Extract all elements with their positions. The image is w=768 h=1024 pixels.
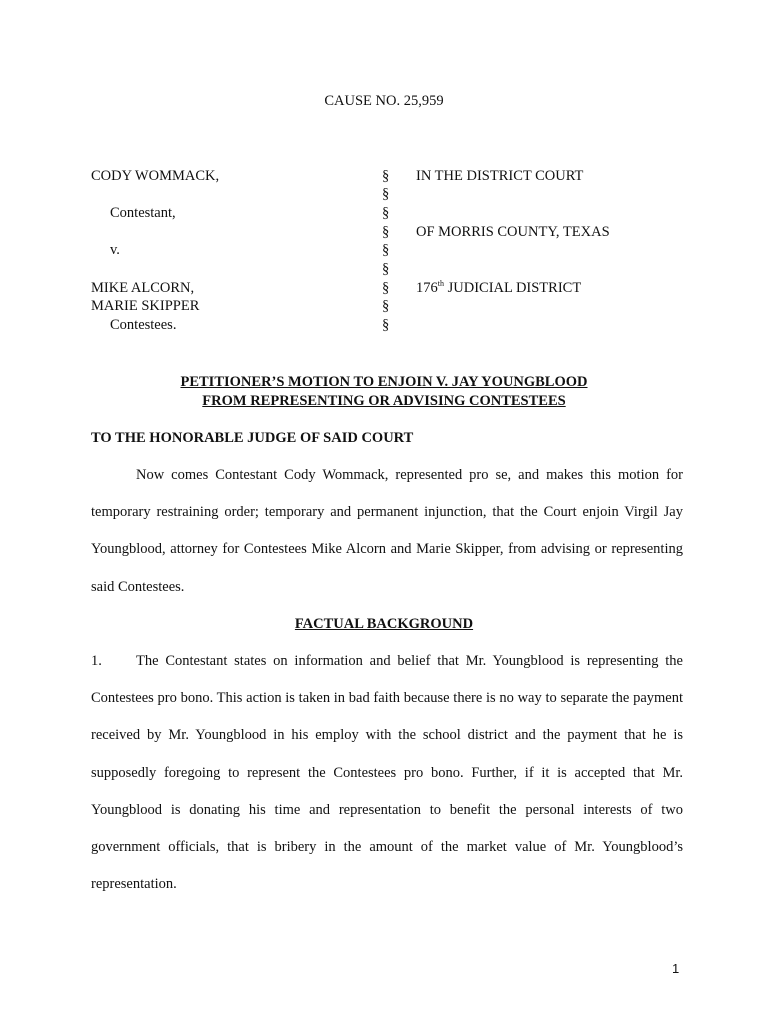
paragraph-1-text: The Contestant states on information and belief that Mr. Youngblood is representing the Contestees pro bono. This action is taken in bad faith because there is no way to separate the payment received by Mr. Youngblood in his employ with the school district and the payment that he is supposedly foregoing to represent the Contestees pro bono. Further, if it is accepted that Mr. Youngblood is donating his time and representation to benefit the personal interests of two government officials, that is bribery in the amount of the market value of Mr. Youngblood’s representation. [91, 653, 683, 893]
intro-text: Now comes Contestant Cody Wommack, represented pro se, and makes this motion for temporary restraining order; temporary and permanent injunction, that the Court enjoin Virgil Jay Youngblood, attorney for Contestees Mike Alcorn and Marie Skipper, from advising or representing said Contestees. [91, 467, 683, 595]
section-symbol: § [382, 298, 390, 314]
paragraph-number: 1. [91, 653, 102, 669]
section-symbol: § [382, 317, 390, 333]
contestant-name: CODY WOMMACK, [91, 168, 220, 184]
section-symbol: § [382, 205, 390, 221]
county-name: OF MORRIS COUNTY, TEXAS [416, 224, 610, 240]
section-symbol: § [382, 186, 390, 202]
contestees-label: Contestees. [110, 317, 177, 333]
section-symbol: § [382, 168, 390, 184]
judicial-district [416, 280, 581, 297]
section-symbol: § [382, 261, 390, 277]
court-name: IN THE DISTRICT COURT [416, 168, 584, 184]
section-symbol: § [382, 280, 390, 296]
intro-paragraph [91, 457, 683, 606]
page-number: 1 [672, 961, 680, 976]
cause-number: CAUSE NO. 25,959 [324, 93, 444, 109]
numbered-paragraph-1 [91, 643, 683, 903]
motion-title-line-1: PETITIONER’S MOTION TO ENJOIN V. JAY YOUNGBLOOD [180, 374, 588, 390]
motion-title-line-2: FROM REPRESENTING OR ADVISING CONTESTEES [202, 393, 566, 409]
contestee-1: MIKE ALCORN, [91, 280, 195, 296]
section-symbol: § [382, 224, 390, 240]
district-ordinal: th [437, 279, 444, 289]
section-symbol: § [382, 242, 390, 258]
contestee-2: MARIE SKIPPER [91, 298, 200, 314]
district-number: 176 [416, 280, 438, 296]
contestant-label: Contestant, [110, 205, 176, 221]
salutation: TO THE HONORABLE JUDGE OF SAID COURT [91, 430, 414, 446]
versus: v. [110, 242, 120, 258]
factual-background-heading: FACTUAL BACKGROUND [294, 616, 474, 632]
district-text: JUDICIAL DISTRICT [443, 280, 582, 296]
